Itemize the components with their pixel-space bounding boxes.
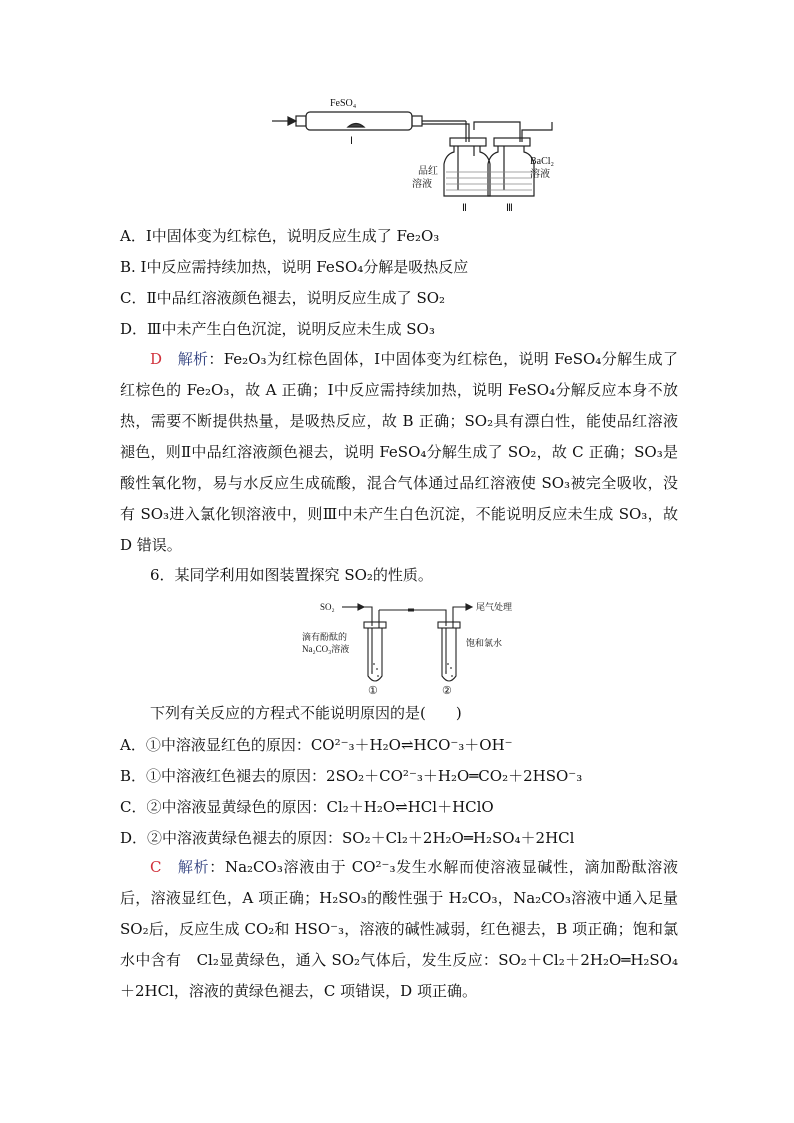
q6-analysis-text: ：Na₂CO₃溶液由于 CO²⁻₃发生水解而使溶液显碱性，滴加酚酞溶液后，溶液显红色，A 项正确；H₂SO₃的酸性强于 H₂CO₃，Na₂CO₃溶液中通入足量 SO₂后，反应生成 CO₂和 HSO⁻₃，溶液的碱性减弱，红色褪去，B 项正确；饱和氯水中含有 Cl₂显黄绿色，通入 SO₂气体后，发生反应：SO₂＋Cl₂＋2H₂O═H₂SO₄＋2HCl，溶液的黄绿色褪去，C 项错误，D 项正确。 — [120, 858, 678, 1000]
fig1-label-II: Ⅱ — [462, 203, 467, 214]
fig2-num-1: ① — [368, 685, 378, 696]
fig1-right-bottle-label-2: 溶液 — [530, 169, 550, 180]
connector-tube-2 — [379, 610, 446, 626]
fig1-top-label: FeSO₄ — [330, 98, 357, 109]
fig1-left-bottle-label-2: 溶液 — [412, 179, 432, 190]
fig2-outlet-label: 尾气处理 — [476, 602, 513, 612]
stopper-right — [412, 116, 422, 126]
q6-question: 下列有关反应的方程式不能说明原因的是( ) — [150, 704, 462, 722]
fig1-right-bottle-label-1: BaCl₂ — [530, 156, 555, 167]
q5-analysis-text: ：Fe₂O₃为红棕色固体，Ⅰ中固体变为红棕色，说明 FeSO₄分解生成了红棕色的 Fe₂O₃，故 A 正确；Ⅰ中反应需持续加热，说明 FeSO₄分解反应本身不放热，需要不断提供热量，是吸热反应，故 B 正确；SO₂具有漂白性，能使品红溶液褪色，则Ⅱ中品红溶液颜色褪去，说明 FeSO₄分解生成了 SO₂，故 C 正确；SO₃是酸性氧化物，易与水反应生成硫酸，混合气体通过品红溶液使 SO₃被完全吸收，没有 SO₃进入氯化钡溶液中，则Ⅲ中未产生白色沉淀，不能说明反应未生成 SO₃，故 D 错误。 — [120, 350, 678, 554]
q6-option-c: C．②中溶液显黄绿色的原因：Cl₂＋H₂O⇌HCl＋HClO — [120, 798, 494, 816]
apparatus-figure-2 — [296, 594, 536, 696]
fig2-left-label-2: Na₂CO₃溶液 — [302, 644, 350, 654]
q6-option-a: A．①中溶液显红色的原因：CO²⁻₃＋H₂O⇌HCO⁻₃＋OH⁻ — [120, 736, 513, 754]
q5-option-d: D．Ⅲ中未产生白色沉淀，说明反应未生成 SO₃ — [120, 320, 435, 338]
connector-tube — [474, 122, 520, 142]
fig2-num-2: ② — [442, 685, 452, 696]
fig2-inlet-label: SO₂ — [320, 602, 335, 612]
outlet-tube — [522, 122, 552, 142]
fig1-label-I: Ⅰ — [350, 136, 353, 147]
q5-option-a: A．Ⅰ中固体变为红棕色，说明反应生成了 Fe₂O₃ — [120, 227, 440, 245]
bottle-2-stopper — [450, 138, 486, 146]
q6-option-d: D．②中溶液黄绿色褪去的原因：SO₂＋Cl₂＋2H₂O═H₂SO₄＋2HCl — [120, 829, 575, 847]
q6-analysis — [120, 852, 678, 1007]
fig2-right-label: 饱和氯水 — [466, 638, 503, 648]
inlet-arrow-head — [288, 117, 296, 125]
test-tube-2 — [442, 628, 456, 681]
q5-answer: D — [150, 350, 163, 368]
bottle-3-stopper — [494, 138, 530, 146]
fig1-label-III: Ⅲ — [506, 203, 513, 214]
stopper-left — [296, 116, 306, 126]
q5-option-c: C．Ⅱ中品红溶液颜色褪去，说明反应生成了 SO₂ — [120, 289, 446, 307]
q5-analysis-tag: 解析 — [177, 350, 209, 368]
q6-stem: 6．某同学利用如图装置探究 SO₂的性质。 — [150, 566, 433, 584]
fig1-left-bottle-label-1: 品红 — [418, 166, 438, 177]
apparatus-figure-1 — [268, 86, 568, 222]
test-tube-1 — [368, 628, 382, 681]
bottle-3 — [488, 146, 534, 196]
q6-answer: C — [150, 858, 162, 876]
feso4-solid — [348, 124, 364, 128]
q5-option-b: B. Ⅰ中反应需持续加热，说明 FeSO₄分解是吸热反应 — [120, 258, 469, 276]
q6-option-b: B．①中溶液红色褪去的原因：2SO₂＋CO²⁻₃＋H₂O═CO₂＋2HSO⁻₃ — [120, 767, 583, 785]
q6-analysis-tag: 解析 — [177, 858, 210, 876]
fig2-left-label-1: 滴有酚酞的 — [302, 632, 348, 642]
q5-analysis — [120, 344, 678, 561]
bottle-2 — [444, 146, 490, 196]
